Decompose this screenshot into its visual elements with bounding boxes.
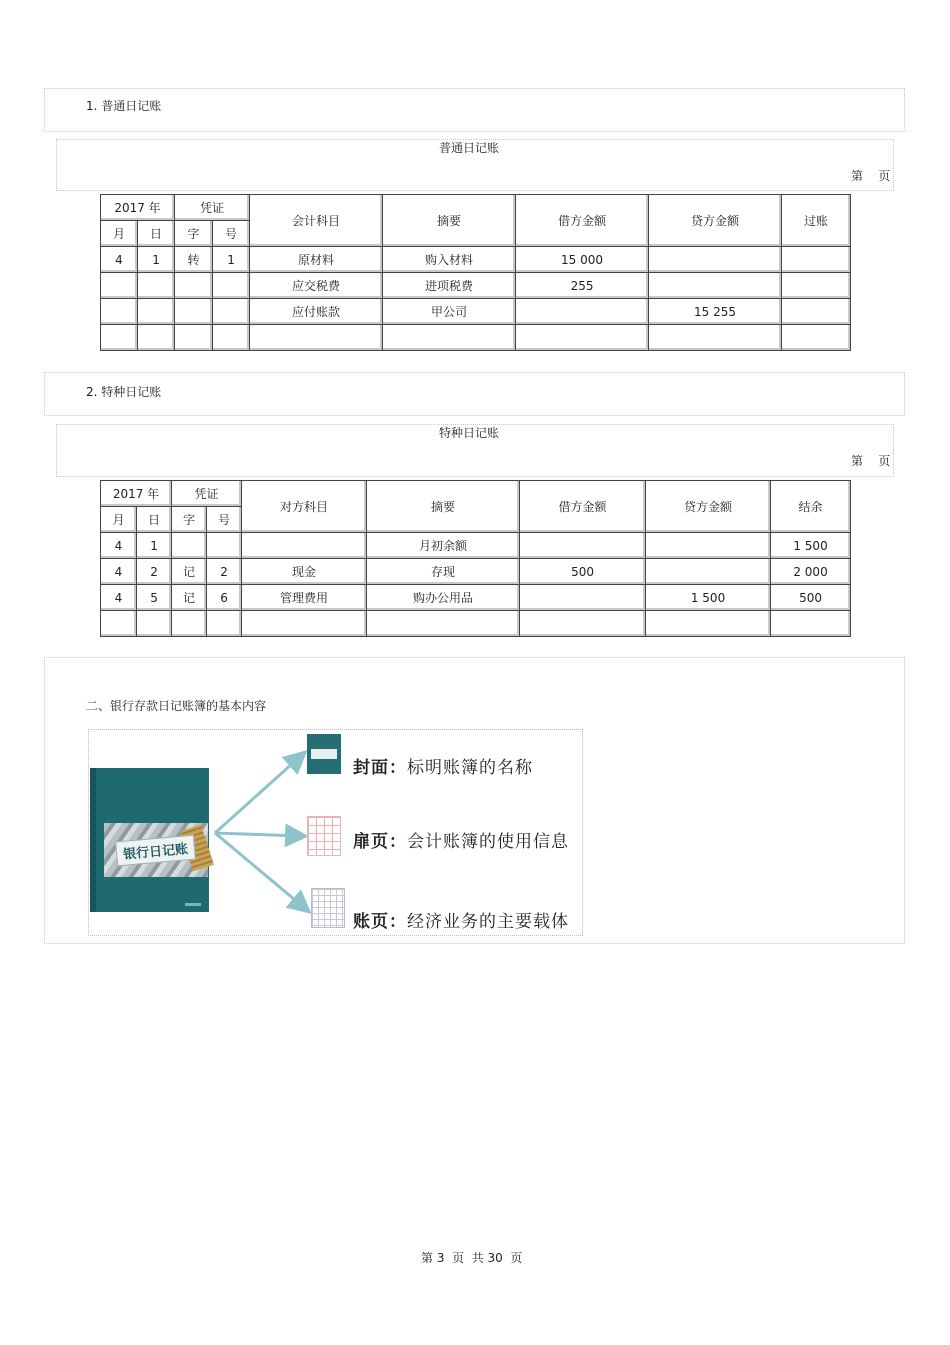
diagram-item-cover [353, 753, 533, 778]
table-row [101, 273, 851, 299]
cell-balance: 2 000 [771, 559, 851, 585]
table-row [101, 585, 851, 611]
cell-summary [367, 611, 520, 637]
diagram-item-account-page [353, 907, 569, 932]
cell-hao: 2 [207, 559, 242, 585]
cell-summary: 购入材料 [383, 247, 516, 273]
section3-heading: 二、银行存款日记账簿的基本内容 [86, 699, 267, 713]
cell-credit [649, 247, 782, 273]
cell-month [101, 299, 138, 325]
cell-hao [207, 611, 242, 637]
cell-hao [213, 299, 250, 325]
cell-summary: 存现 [367, 559, 520, 585]
table-row [101, 533, 851, 559]
section1-page-label: 第 页 [851, 169, 891, 183]
book-title-label: 银行日记账 [115, 835, 196, 867]
cell-account: 现金 [242, 559, 367, 585]
cell-summary: 购办公用品 [367, 585, 520, 611]
cell-summary: 甲公司 [383, 299, 516, 325]
table-row [101, 559, 851, 585]
table-row [101, 611, 851, 637]
cell-balance [771, 611, 851, 637]
page-number: 第 3 页 共 30 页 [421, 1251, 523, 1265]
cell-month: 4 [101, 559, 137, 585]
cell-account [250, 325, 383, 351]
cell-month [101, 273, 138, 299]
diagram-item-key: 扉页： [353, 832, 407, 852]
cell-hao: 6 [207, 585, 242, 611]
header-credit: 贷方金额 [649, 195, 782, 247]
cell-debit: 255 [516, 273, 649, 299]
cell-post [782, 247, 851, 273]
cell-debit [516, 325, 649, 351]
cell-balance: 1 500 [771, 533, 851, 559]
cell-debit [520, 611, 646, 637]
flyleaf-thumbnail-icon [307, 816, 341, 856]
cell-day: 2 [137, 559, 172, 585]
cell-day: 5 [137, 585, 172, 611]
diagram-item-flyleaf [353, 827, 569, 852]
cell-debit: 15 000 [516, 247, 649, 273]
cell-zi: 记 [172, 585, 207, 611]
header-summary: 摘要 [383, 195, 516, 247]
cover-thumbnail-icon [307, 734, 341, 774]
cell-account [242, 611, 367, 637]
arrow-to-cover [215, 754, 303, 833]
cell-account: 原材料 [250, 247, 383, 273]
section1-heading: 1. 普通日记账 [86, 99, 162, 113]
header-month: 月 [101, 507, 137, 533]
cell-credit [646, 559, 771, 585]
ledger-structure-diagram [88, 729, 583, 936]
diagram-item-key: 封面： [353, 758, 407, 778]
cell-zi [175, 273, 213, 299]
section2-heading: 2. 特种日记账 [86, 385, 162, 399]
cell-account: 应交税费 [250, 273, 383, 299]
header-post: 过账 [782, 195, 851, 247]
cell-post [782, 273, 851, 299]
header-month: 月 [101, 221, 138, 247]
header-day: 日 [137, 507, 172, 533]
header-year: 2017 年 [101, 195, 175, 221]
cell-month: 4 [101, 533, 137, 559]
diagram-item-text: 会计账簿的使用信息 [407, 832, 569, 852]
header-balance: 结余 [771, 481, 851, 533]
header-hao: 号 [207, 507, 242, 533]
cell-zi [172, 533, 207, 559]
cell-zi [175, 325, 213, 351]
cell-day [138, 325, 175, 351]
cell-debit [516, 299, 649, 325]
cell-credit: 15 255 [649, 299, 782, 325]
cell-month [101, 611, 137, 637]
cell-zi: 记 [172, 559, 207, 585]
header-zi: 字 [172, 507, 207, 533]
cell-hao: 1 [213, 247, 250, 273]
header-zi: 字 [175, 221, 213, 247]
header-debit: 借方金额 [516, 195, 649, 247]
cell-day [138, 273, 175, 299]
diagram-item-key: 账页： [353, 912, 407, 932]
cell-account: 管理费用 [242, 585, 367, 611]
cell-account [242, 533, 367, 559]
cell-day: 1 [137, 533, 172, 559]
section1-table-title: 普通日记账 [439, 141, 500, 155]
table-row [101, 247, 851, 273]
header-year: 2017 年 [101, 481, 172, 507]
cell-summary: 月初余额 [367, 533, 520, 559]
cell-credit [649, 325, 782, 351]
cell-month: 4 [101, 247, 138, 273]
cell-account: 应付账款 [250, 299, 383, 325]
cell-zi [175, 299, 213, 325]
arrow-to-flyleaf [215, 833, 303, 836]
cell-post [782, 325, 851, 351]
cell-debit [520, 533, 646, 559]
cell-zi: 转 [175, 247, 213, 273]
cell-credit [649, 273, 782, 299]
cell-hao [213, 325, 250, 351]
cell-credit [646, 533, 771, 559]
account-page-thumbnail-icon [311, 888, 345, 928]
header-summary: 摘要 [367, 481, 520, 533]
special-journal-table [100, 480, 851, 637]
cell-credit: 1 500 [646, 585, 771, 611]
cell-post [782, 299, 851, 325]
cell-hao [207, 533, 242, 559]
diagram-item-text: 标明账簿的名称 [407, 758, 533, 778]
cell-hao [213, 273, 250, 299]
cell-credit [646, 611, 771, 637]
diagram-item-text: 经济业务的主要载体 [407, 912, 569, 932]
cell-debit: 500 [520, 559, 646, 585]
cell-balance: 500 [771, 585, 851, 611]
header-debit: 借方金额 [520, 481, 646, 533]
cell-month [101, 325, 138, 351]
header-hao: 号 [213, 221, 250, 247]
cell-day [138, 299, 175, 325]
section2-table-title: 特种日记账 [439, 426, 500, 440]
cell-zi [172, 611, 207, 637]
cell-day: 1 [138, 247, 175, 273]
header-voucher: 凭证 [175, 195, 250, 221]
header-voucher: 凭证 [172, 481, 242, 507]
cell-summary [383, 325, 516, 351]
header-account: 会计科目 [250, 195, 383, 247]
header-credit: 贷方金额 [646, 481, 771, 533]
cell-summary: 进项税费 [383, 273, 516, 299]
cell-month: 4 [101, 585, 137, 611]
section1-box [44, 88, 905, 132]
table-row [101, 325, 851, 351]
header-account: 对方科目 [242, 481, 367, 533]
section2-page-label: 第 页 [851, 454, 891, 468]
arrow-to-account-page [215, 833, 307, 910]
cell-day [137, 611, 172, 637]
general-journal-table [100, 194, 851, 351]
cell-debit [520, 585, 646, 611]
header-day: 日 [138, 221, 175, 247]
table-row [101, 299, 851, 325]
section2-box [44, 372, 905, 416]
